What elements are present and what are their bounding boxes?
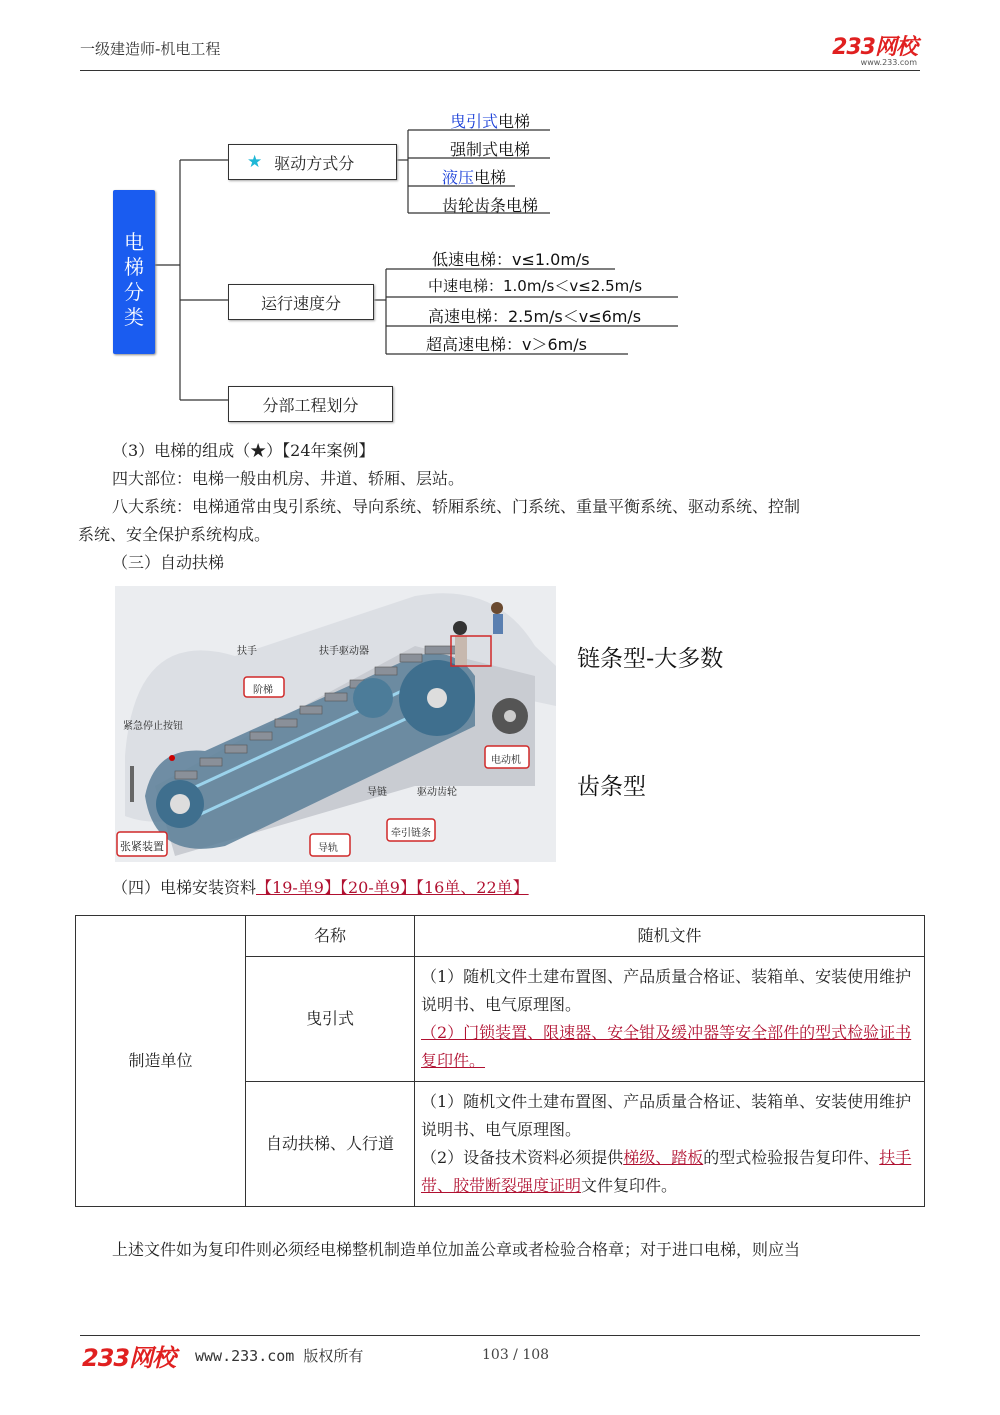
col-header-name: 名称 [246,916,415,957]
escalator-diagram [115,586,556,862]
label-rail: 导轨 [318,843,338,854]
installation-docs-table [75,915,925,1207]
star-icon: ★ [247,152,263,172]
leaf-forced: 强制式电梯 [450,140,531,159]
closing-paragraph: 上述文件如为复印件则必须经电梯整机制造单位加盖公章或者检验合格章；对于进口电梯，则应当 [112,1240,801,1259]
label-step: 阶梯 [253,685,273,696]
mindmap-root-node [113,190,155,354]
escalator-type-rack: 齿条型 [577,774,646,800]
maker-cell: 制造单位 [76,916,246,1207]
label-emergency-stop: 紧急停止按钮 [123,721,183,732]
leaf-low-speed: 低速电梯：v≤1.0m/s [432,250,590,269]
section3-systems-line1: 八大系统：电梯通常由曳引系统、导向系统、轿厢系统、门系统、重量平衡系统、驱动系统、控制 [112,497,801,516]
mindmap-root-label: 电梯分类 [124,230,144,329]
row-traction-name: 曳引式 [246,957,415,1082]
row-traction-docs: （1）随机文件土建布置图、产品质量合格证、装箱单、安装使用维护说明书、电气原理图。 （2）门锁装置、限速器、安全钳及缓冲器等安全部件的型式检验证书复印件。 [415,957,925,1082]
label-tensioner: 张紧装置 [120,840,164,853]
leaf-hydraulic: 液压电梯 [442,168,507,187]
label-traction-chain: 牵引链条 [391,828,431,839]
label-drive-gear: 驱动齿轮 [417,787,457,798]
leaf-high-speed: 高速电梯：2.5m/s＜v≤6m/s [428,307,642,326]
escalator-type-chain: 链条型-大多数 [577,646,724,672]
leaf-mid-speed: 中速电梯：1.0m/s＜v≤2.5m/s [428,277,643,295]
branch-label: 运行速度分 [260,293,341,313]
footer-site: www.233.com 版权所有 [195,1347,364,1365]
section3-systems-line2: 系统、安全保护系统构成。 [78,525,271,544]
brand-logo-url: www.233.com [860,58,917,67]
footer-logo: 233网校 [82,1344,176,1372]
escalator-heading: （三）自动扶梯 [112,553,225,572]
label-guide-chain: 导链 [367,787,387,798]
section4-heading: （四）电梯安装资料【19-单9】【20-单9】【16单、22单】 [112,878,529,897]
leaf-traction: 曳引式电梯 [450,112,531,131]
page-number: 103 / 108 [482,1347,550,1363]
document-header-title: 一级建造师-机电工程 [80,40,221,58]
exam-tags: 【19-单9】【20-单9】【16单、22单】 [256,878,529,897]
brand-logo-text: 233网校 [832,35,917,60]
row-escalator-name: 自动扶梯、人行道 [246,1082,415,1207]
mindmap-branch-speed [228,284,374,320]
label-handrail: 扶手 [237,646,257,657]
leaf-super-speed: 超高速电梯：v＞6m/s [426,335,587,354]
branch-label: 分部工程划分 [262,395,359,415]
branch-label: 驱动方式分 [274,153,355,173]
col-header-docs: 随机文件 [415,916,925,957]
label-handrail-drive: 扶手驱动器 [319,646,369,657]
label-motor: 电动机 [491,755,521,766]
section3-parts: 四大部位：电梯一般由机房、井道、轿厢、层站。 [112,469,465,488]
row-escalator-docs: （1）随机文件土建布置图、产品质量合格证、装箱单、安装使用维护说明书、电气原理图。 （2）设备技术资料必须提供梯级、踏板的型式检验报告复印件、扶手带、胶带断裂强度证明文件复印件。 [415,1082,925,1207]
section3-heading: （3）电梯的组成（★）【24年案例】 [112,441,375,460]
leaf-rack-pinion: 齿轮齿条电梯 [442,196,539,215]
mindmap-branch-drive [228,144,397,180]
footer-rule [80,1335,920,1336]
mindmap-branch-division [228,386,393,422]
